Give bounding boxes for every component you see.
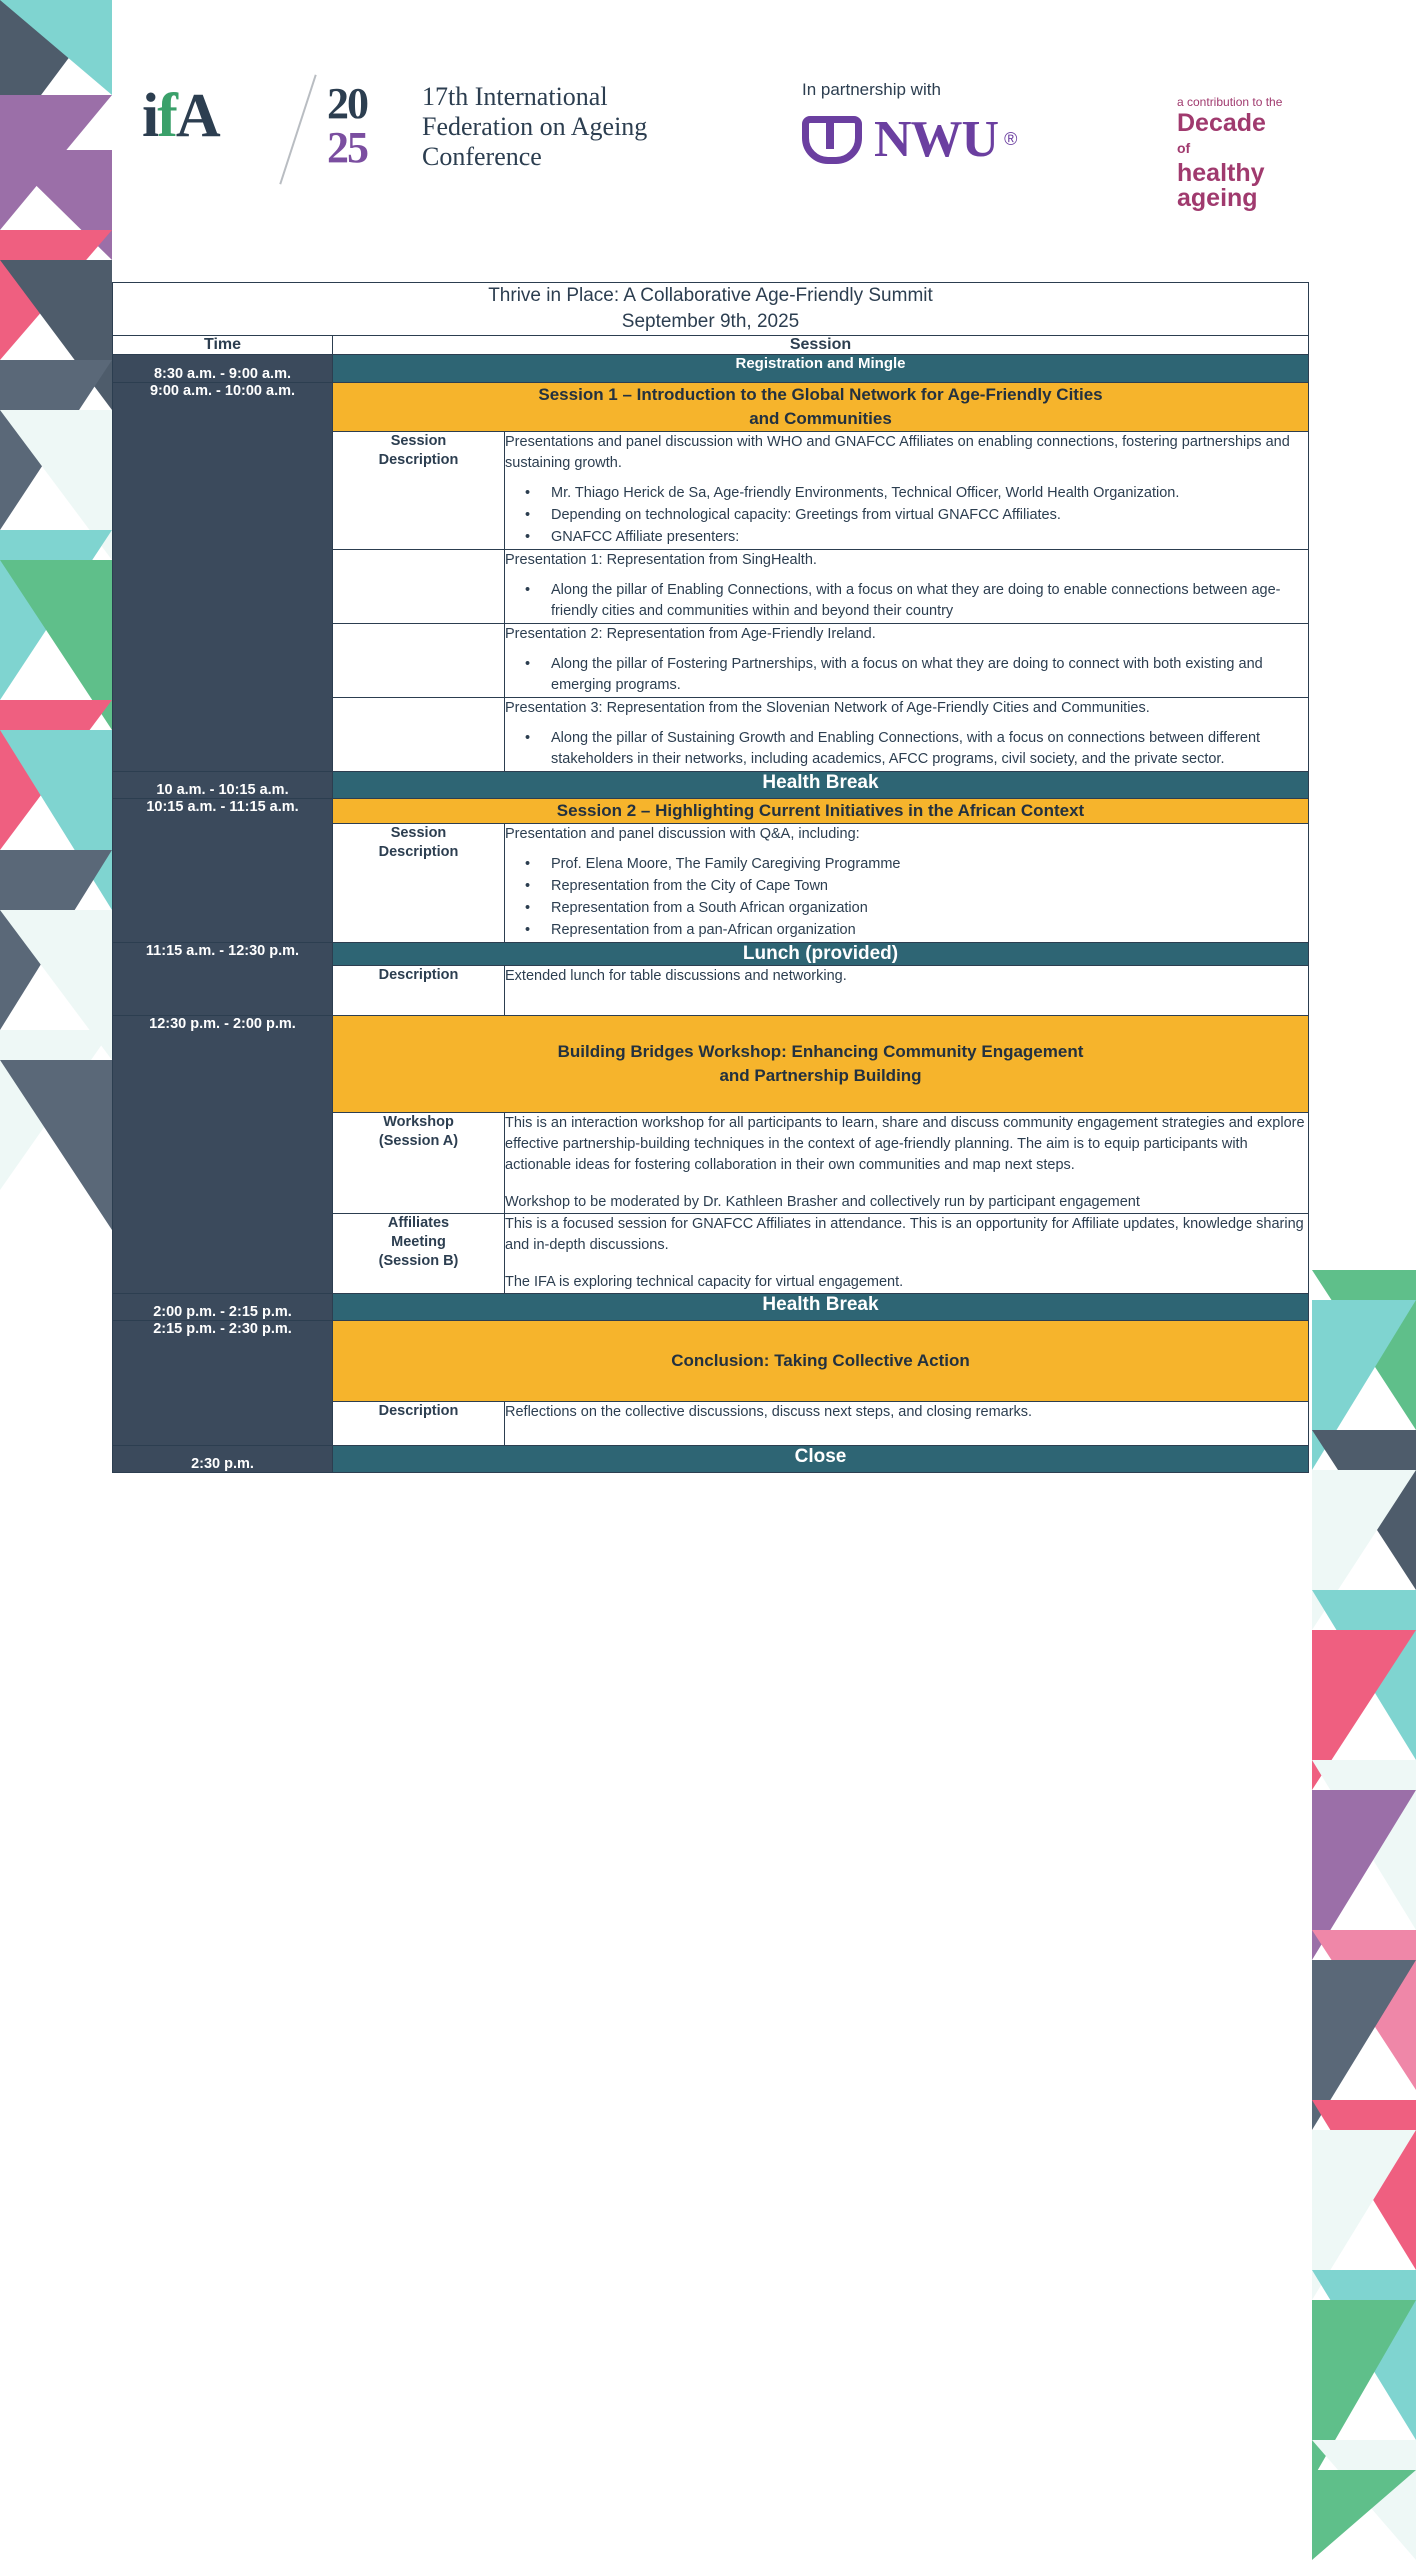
conference-title-line2: Federation on Ageing (422, 112, 648, 141)
nwu-logo (802, 110, 1017, 169)
text-affiliates-session-b (505, 1214, 1309, 1294)
label-affiliates-session-b (333, 1214, 505, 1294)
band-workshop-line2: and Partnership Building (719, 1066, 922, 1085)
label-session2-description (333, 824, 505, 943)
session2-desc-intro: Presentation and panel discussion with Q&A, including: (505, 826, 860, 842)
presentation1-bullets (505, 580, 1308, 622)
band-health-break-2: Health Break (333, 1294, 1309, 1321)
presentation3-title: Presentation 3: Representation from the Slovenian Network of Age-Friendly Cities and Communities. (505, 700, 1150, 716)
list-item: • Along the pillar of Sustaining Growth and Enabling Connections, with a focus on connections between different stakeholders in their networks, including academics, AFCC programs, civil society, and the private sector. (551, 728, 1308, 770)
band-session2: Session 2 – Highlighting Current Initiatives in the African Context (333, 799, 1309, 824)
agenda-table (112, 282, 1309, 1473)
agenda-title-line1: Thrive in Place: A Collaborative Age-Friendly Summit (488, 285, 933, 306)
text-session2-description (505, 824, 1309, 943)
presentation3-bullets (505, 728, 1308, 770)
time-health-break-2: 2:00 p.m. - 2:15 p.m. (113, 1294, 333, 1321)
label-conclusion-description: Description (333, 1402, 505, 1446)
decade-contribution-label: a contribution to the (1177, 95, 1283, 109)
band-session1 (333, 383, 1309, 432)
band-conclusion: Conclusion: Taking Collective Action (333, 1321, 1309, 1402)
column-header-session: Session (333, 336, 1309, 355)
table-row-title (113, 283, 1309, 336)
spacer-cell-presentation1 (333, 550, 505, 624)
label-session-description-line1: Session (390, 433, 447, 449)
table-row-session2-band (113, 799, 1309, 824)
conference-title (422, 82, 647, 172)
band-health-break-1: Health Break (333, 772, 1309, 799)
band-workshop (333, 1016, 1309, 1113)
text-session1-description (505, 432, 1309, 550)
nwu-mark-icon (802, 116, 862, 164)
document-header (112, 0, 1312, 272)
ifa-logo (142, 82, 272, 190)
label-workshop-line2: (Session A) (378, 1133, 459, 1149)
text-conclusion-description (505, 1402, 1309, 1446)
table-row-header (113, 336, 1309, 355)
list-item: • Prof. Elena Moore, The Family Caregiving Programme (551, 854, 1308, 875)
deco-triangle (0, 0, 112, 95)
time-session2: 10:15 a.m. - 11:15 a.m. (113, 799, 333, 943)
band-close: Close (333, 1446, 1309, 1473)
list-item: • Along the pillar of Fostering Partnerships, with a focus on what they are doing to connect with both existing and emerging programs. (551, 654, 1308, 696)
agenda-title-cell (113, 283, 1309, 336)
table-row-session1-band (113, 383, 1309, 432)
session1-desc-intro: Presentations and panel discussion with WHO and GNAFCC Affiliates on enabling connections, fostering partnerships and sustaining growth. (505, 434, 1290, 471)
conclusion-desc: Reflections on the collective discussions, discuss next steps, and closing remarks. (505, 1404, 1033, 1420)
conference-title-line1: 17th International (422, 82, 608, 111)
ifa-logo-letter-i: i (142, 82, 158, 150)
list-item: • Representation from a South African organization (551, 898, 1308, 919)
ifa-logo-letter-a: A (175, 82, 219, 150)
session1-desc-bullets (505, 483, 1308, 548)
text-presentation2 (505, 624, 1309, 698)
time-session1: 9:00 a.m. - 10:00 a.m. (113, 383, 333, 772)
table-row-conclusion-band (113, 1321, 1309, 1402)
deco-triangle (1312, 2470, 1416, 2560)
table-row-workshop-band (113, 1016, 1309, 1113)
time-workshop: 12:30 p.m. - 2:00 p.m. (113, 1016, 333, 1294)
label-affiliates-line2: Meeting (391, 1234, 446, 1250)
list-item: • Along the pillar of Enabling Connections, with a focus on what they are doing to enable connections between age-friendly cities and communities within and beyond their country (551, 580, 1308, 622)
lunch-desc: Extended lunch for table discussions and networking. (505, 968, 847, 984)
spacer-cell-presentation2 (333, 624, 505, 698)
ifa-logo-letter-f: f (157, 82, 176, 150)
label-lunch-description: Description (333, 966, 505, 1016)
divider-slash (279, 75, 316, 185)
label-session-description-line2: Description (378, 452, 459, 468)
year-top: 20 (327, 79, 367, 128)
time-lunch: 11:15 a.m. - 12:30 p.m. (113, 943, 333, 1016)
workshop-paragraph-2: Workshop to be moderated by Dr. Kathleen Brasher and collectively run by participant engagement (505, 1194, 1140, 1210)
session2-desc-bullets (505, 854, 1308, 941)
label-workshop-session-a (333, 1113, 505, 1214)
text-workshop-session-a (505, 1113, 1309, 1214)
nwu-wordmark: NWU (874, 111, 999, 168)
year-bottom: 25 (327, 123, 367, 172)
time-close: 2:30 p.m. (113, 1446, 333, 1473)
time-health-break-1: 10 a.m. - 10:15 a.m. (113, 772, 333, 799)
label-session2-description-line1: Session (390, 825, 447, 841)
conference-title-line3: Conference (422, 142, 542, 171)
band-workshop-line1: Building Bridges Workshop: Enhancing Community Engagement (557, 1042, 1084, 1061)
band-lunch: Lunch (provided) (333, 943, 1309, 966)
decade-line2: healthy (1177, 159, 1265, 187)
workshop-paragraph-1: This is an interaction workshop for all participants to learn, share and discuss community engagement strategies and explore effective partnership-building techniques in the context of age-friendly planning. The aim is to equip participants with actionable ideas for fostering collaboration in their own communities and map next steps. (505, 1115, 1305, 1173)
table-row-registration (113, 355, 1309, 383)
list-item: • Mr. Thiago Herick de Sa, Age-friendly Environments, Technical Officer, World Health Organization. (551, 483, 1308, 504)
decade-line3: ageing (1177, 184, 1258, 212)
deco-triangle (0, 1060, 112, 1230)
text-lunch-description (505, 966, 1309, 1016)
text-presentation3 (505, 698, 1309, 772)
table-row-lunch-band (113, 943, 1309, 966)
agenda-title-line2: September 9th, 2025 (621, 311, 800, 332)
band-session1-line2: and Communities (749, 409, 892, 428)
column-header-time: Time (113, 336, 333, 355)
decade-line1: Decade (1177, 109, 1266, 137)
label-affiliates-line3: (Session B) (378, 1253, 459, 1269)
table-row-close (113, 1446, 1309, 1473)
table-row-health-break-1 (113, 772, 1309, 799)
presentation2-bullets (505, 654, 1308, 696)
spacer-cell-presentation3 (333, 698, 505, 772)
label-session2-description-line2: Description (378, 844, 459, 860)
band-session1-line1: Session 1 – Introduction to the Global Network for Age-Friendly Cities (538, 385, 1103, 404)
list-item: • Depending on technological capacity: Greetings from virtual GNAFCC Affiliates. (551, 505, 1308, 526)
band-registration: Registration and Mingle (333, 355, 1309, 383)
label-session-description (333, 432, 505, 550)
list-item: • GNAFCC Affiliate presenters: (551, 527, 1308, 548)
year-badge (327, 79, 409, 187)
time-registration: 8:30 a.m. - 9:00 a.m. (113, 355, 333, 383)
table-row-health-break-2 (113, 1294, 1309, 1321)
presentation2-title: Presentation 2: Representation from Age-Friendly Ireland. (505, 626, 876, 642)
list-item: • Representation from the City of Cape Town (551, 876, 1308, 897)
time-conclusion: 2:15 p.m. - 2:30 p.m. (113, 1321, 333, 1446)
affiliates-paragraph-1: This is a focused session for GNAFCC Affiliates in attendance. This is an opportunity for Affiliate updates, knowledge sharing and in-depth discussions. (505, 1216, 1304, 1253)
presentation1-title: Presentation 1: Representation from SingHealth. (505, 552, 817, 568)
decade-of: of (1177, 140, 1191, 156)
partnership-label: In partnership with (802, 80, 941, 99)
list-item: • Representation from a pan-African organization (551, 920, 1308, 941)
label-affiliates-line1: Affiliates (387, 1215, 450, 1231)
text-presentation1 (505, 550, 1309, 624)
registered-trademark-icon: ® (1004, 129, 1018, 149)
affiliates-paragraph-2: The IFA is exploring technical capacity for virtual engagement. (505, 1274, 904, 1290)
decade-of-healthy-ageing-logo (1177, 95, 1367, 211)
label-workshop-line1: Workshop (383, 1114, 454, 1130)
